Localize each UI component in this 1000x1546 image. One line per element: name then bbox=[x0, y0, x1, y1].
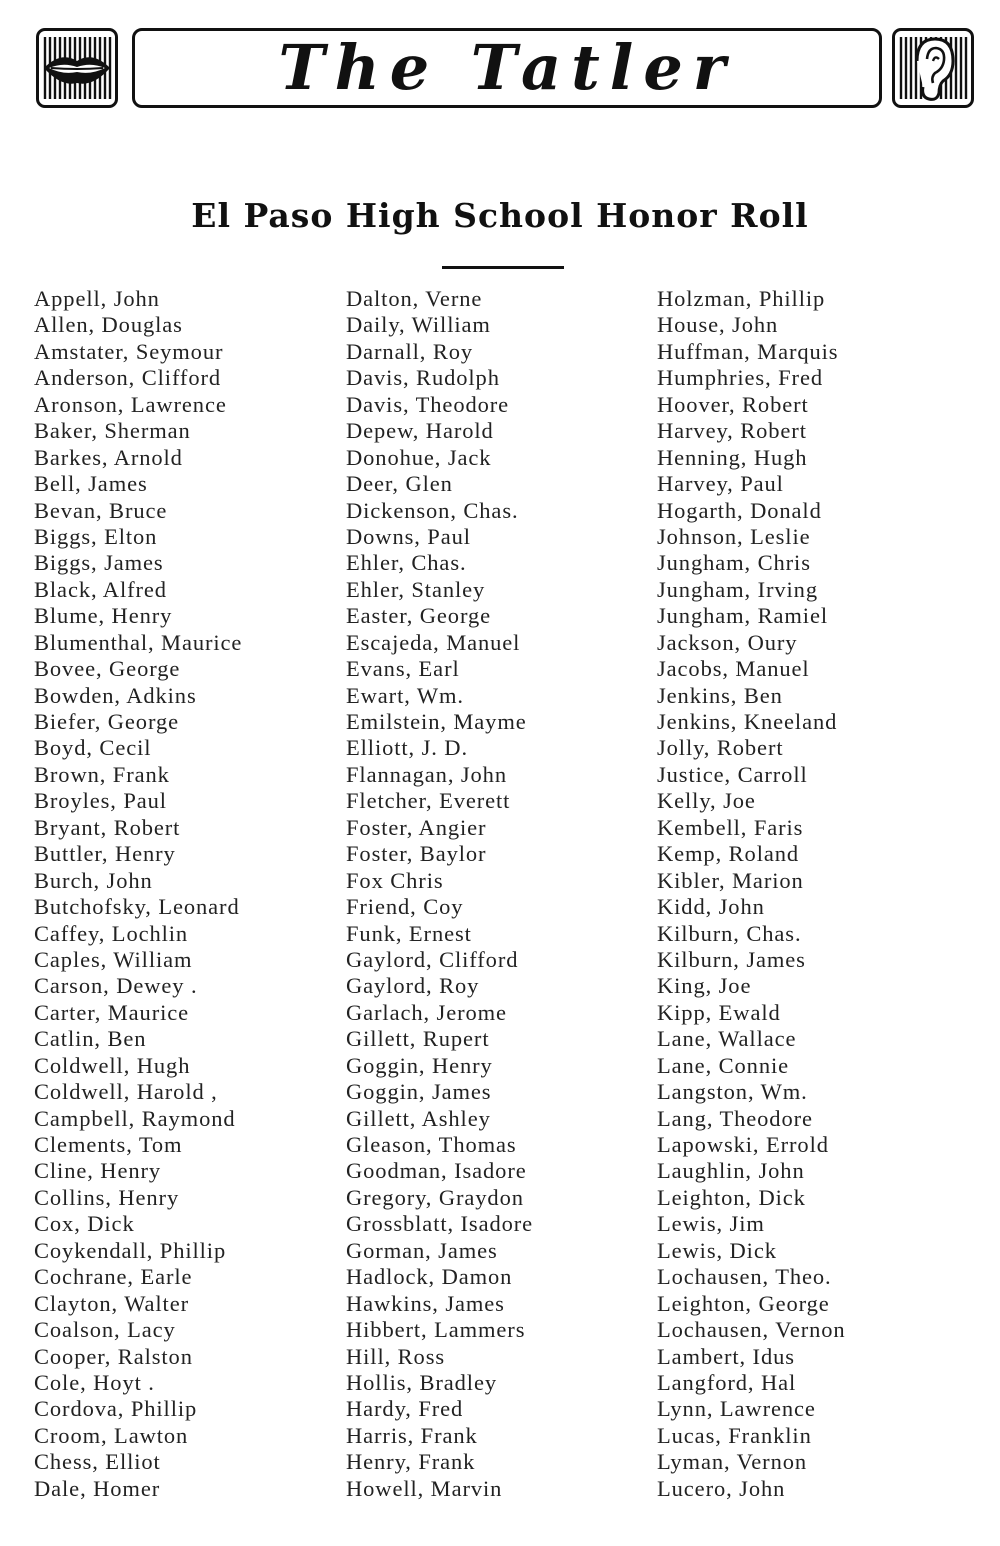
honor-roll-name: Deer, Glen bbox=[346, 471, 453, 497]
honor-roll-name: Dickenson, Chas. bbox=[346, 497, 519, 523]
honor-roll-name: Jungham, Chris bbox=[657, 550, 811, 576]
honor-roll-name: Lane, Wallace bbox=[657, 1026, 797, 1052]
honor-roll-name: Lucero, John bbox=[657, 1475, 786, 1501]
honor-roll-name: Lapowski, Errold bbox=[657, 1132, 829, 1157]
honor-roll-name: Barkes, Arnold bbox=[34, 444, 183, 470]
honor-roll-name: Harris, Frank bbox=[346, 1422, 478, 1448]
honor-roll-name: Laughlin, John bbox=[657, 1158, 805, 1184]
honor-roll-name: Caples, William bbox=[34, 946, 193, 972]
honor-roll-name: Langston, Wm. bbox=[657, 1079, 808, 1105]
honor-roll-name: Daily, William bbox=[346, 312, 491, 338]
honor-roll-name: Kibler, Marion bbox=[657, 867, 804, 893]
honor-roll-name: Lang, Theodore bbox=[657, 1105, 813, 1131]
magazine-title: The Tatler bbox=[278, 31, 736, 104]
lips-icon bbox=[39, 31, 115, 105]
honor-roll-name: Gorman, James bbox=[346, 1237, 498, 1263]
honor-roll-name: Garlach, Jerome bbox=[346, 999, 507, 1025]
honor-roll-name: Clements, Tom bbox=[34, 1132, 183, 1157]
honor-roll-name: Cooper, Ralston bbox=[34, 1343, 193, 1369]
honor-roll-name: King, Joe bbox=[657, 973, 752, 999]
honor-roll-name: Gaylord, Clifford bbox=[346, 946, 519, 972]
honor-roll-name: Emilstein, Mayme bbox=[346, 709, 527, 734]
honor-roll-name: Lewis, Dick bbox=[657, 1237, 777, 1263]
honor-roll-name: Escajeda, Manuel bbox=[346, 629, 521, 655]
honor-roll-name: Hadlock, Damon bbox=[346, 1264, 513, 1290]
honor-roll-name: Ewart, Wm. bbox=[346, 682, 464, 708]
honor-roll-name: Bevan, Bruce bbox=[34, 497, 168, 523]
honor-roll-name: Lochausen, Vernon bbox=[657, 1317, 846, 1343]
honor-roll-name: Coalson, Lacy bbox=[34, 1317, 176, 1343]
honor-roll-name: Lochausen, Theo. bbox=[657, 1264, 832, 1290]
honor-roll-name: Lambert, Idus bbox=[657, 1343, 795, 1369]
honor-roll-name: Biefer, George bbox=[34, 709, 179, 734]
honor-roll-name: Funk, Ernest bbox=[346, 920, 472, 946]
page-title: El Paso High School Honor Roll bbox=[191, 196, 809, 235]
honor-roll-name: Anderson, Clifford bbox=[34, 365, 222, 391]
honor-roll-name: Jenkins, Kneeland bbox=[657, 709, 838, 734]
honor-roll-name: Kilburn, Chas. bbox=[657, 920, 802, 946]
honor-roll-name: Jungham, Ramiel bbox=[657, 603, 828, 629]
honor-roll-name: Burch, John bbox=[34, 867, 153, 893]
honor-roll-name: Gleason, Thomas bbox=[346, 1132, 517, 1157]
honor-roll-name: Holzman, Phillip bbox=[657, 286, 826, 311]
honor-roll-name: Blumenthal, Maurice bbox=[34, 629, 243, 655]
honor-roll-name: Gregory, Graydon bbox=[346, 1184, 524, 1210]
honor-roll-name: Ehler, Stanley bbox=[346, 576, 486, 602]
honor-roll-name: Butchofsky, Leonard bbox=[34, 894, 240, 920]
honor-roll-name: Bowden, Adkins bbox=[34, 682, 197, 708]
honor-roll-name: Gaylord, Roy bbox=[346, 973, 480, 999]
honor-roll-name: Harvey, Paul bbox=[657, 471, 784, 497]
honor-roll-name: Lucas, Franklin bbox=[657, 1422, 812, 1448]
honor-roll-name: Johnson, Leslie bbox=[657, 523, 811, 549]
honor-roll-name: Evans, Earl bbox=[346, 656, 460, 682]
honor-roll-name: Hogarth, Donald bbox=[657, 497, 822, 523]
honor-roll-name: Bryant, Robert bbox=[34, 814, 181, 840]
honor-roll-name: Goggin, Henry bbox=[346, 1052, 493, 1078]
honor-roll-name: Appell, John bbox=[34, 286, 160, 311]
honor-roll-name: Hawkins, James bbox=[346, 1290, 505, 1316]
honor-roll-name: Jackson, Oury bbox=[657, 629, 798, 655]
honor-roll-name: Brown, Frank bbox=[34, 761, 170, 787]
ear-icon bbox=[895, 31, 971, 105]
honor-roll-name: Ehler, Chas. bbox=[346, 550, 467, 576]
honor-roll-name: Langford, Hal bbox=[657, 1369, 797, 1395]
honor-roll-name: Bovee, George bbox=[34, 656, 181, 682]
honor-roll-name: Fox Chris bbox=[346, 867, 444, 893]
honor-roll-name: Kilburn, James bbox=[657, 946, 806, 972]
honor-roll-name: Hardy, Fred bbox=[346, 1396, 464, 1422]
title-divider bbox=[442, 266, 564, 269]
honor-roll-name: Black, Alfred bbox=[34, 576, 167, 602]
honor-roll-name: Boyd, Cecil bbox=[34, 735, 152, 761]
honor-roll-name: Blume, Henry bbox=[34, 603, 173, 629]
title-banner bbox=[132, 28, 882, 108]
honor-roll-name: Howell, Marvin bbox=[346, 1475, 503, 1501]
honor-roll-name: Jolly, Robert bbox=[657, 735, 784, 761]
honor-roll-name: Davis, Theodore bbox=[346, 391, 510, 417]
honor-roll-name: Huffman, Marquis bbox=[657, 338, 839, 364]
honor-roll-name: Leighton, Dick bbox=[657, 1184, 806, 1210]
honor-roll-name: Buttler, Henry bbox=[34, 841, 176, 867]
honor-roll-name: Dale, Homer bbox=[34, 1475, 161, 1501]
honor-roll-name: Jacobs, Manuel bbox=[657, 656, 810, 682]
header-right-emblem bbox=[892, 28, 974, 108]
honor-roll-name: Catlin, Ben bbox=[34, 1026, 147, 1052]
honor-roll-name: Dalton, Verne bbox=[346, 286, 483, 311]
honor-roll-name: Justice, Carroll bbox=[657, 761, 808, 787]
honor-roll-name: Biggs, Elton bbox=[34, 523, 158, 549]
honor-roll-name: Foster, Angier bbox=[346, 814, 487, 840]
honor-roll-name: Carter, Maurice bbox=[34, 999, 190, 1025]
honor-roll-name: Lyman, Vernon bbox=[657, 1449, 808, 1475]
honor-roll-name: Goodman, Isadore bbox=[346, 1158, 527, 1184]
honor-roll-name: Jenkins, Ben bbox=[657, 682, 783, 708]
honor-roll-name: Kembell, Faris bbox=[657, 814, 804, 840]
honor-roll-name: House, John bbox=[657, 312, 779, 338]
honor-roll-name: Cline, Henry bbox=[34, 1158, 162, 1184]
honor-roll-name: Biggs, James bbox=[34, 550, 164, 576]
honor-roll-name: Jungham, Irving bbox=[657, 576, 818, 602]
honor-roll-name: Cole, Hoyt . bbox=[34, 1369, 155, 1395]
honor-roll-name: Broyles, Paul bbox=[34, 788, 167, 814]
honor-roll-name: Grossblatt, Isadore bbox=[346, 1211, 534, 1237]
honor-roll-name: Flannagan, John bbox=[346, 761, 507, 787]
honor-roll-name: Coldwell, Harold , bbox=[34, 1079, 218, 1105]
honor-roll-name: Cordova, Phillip bbox=[34, 1396, 198, 1422]
honor-roll-name: Chess, Elliot bbox=[34, 1449, 161, 1475]
honor-roll-name: Hollis, Bradley bbox=[346, 1369, 497, 1395]
honor-roll-name: Coldwell, Hugh bbox=[34, 1052, 191, 1078]
honor-roll-name: Hibbert, Lammers bbox=[346, 1317, 526, 1343]
honor-roll-name: Cochrane, Earle bbox=[34, 1264, 193, 1290]
honor-roll-name: Hill, Ross bbox=[346, 1343, 446, 1369]
honor-roll-name: Gillett, Rupert bbox=[346, 1026, 490, 1052]
honor-roll-name: Elliott, J. D. bbox=[346, 735, 468, 761]
honor-roll-name: Coykendall, Phillip bbox=[34, 1237, 227, 1263]
honor-roll-name: Bell, James bbox=[34, 471, 148, 497]
honor-roll-name: Carson, Dewey . bbox=[34, 973, 198, 999]
honor-roll-column-2 bbox=[346, 286, 646, 1502]
honor-roll-name: Harvey, Robert bbox=[657, 418, 807, 444]
honor-roll-name: Foster, Baylor bbox=[346, 841, 487, 867]
honor-roll-name: Humphries, Fred bbox=[657, 365, 823, 391]
honor-roll-name: Kelly, Joe bbox=[657, 788, 756, 814]
honor-roll-name: Depew, Harold bbox=[346, 418, 494, 444]
honor-roll-name: Amstater, Seymour bbox=[34, 338, 224, 364]
honor-roll-name: Goggin, James bbox=[346, 1079, 492, 1105]
honor-roll-column-3 bbox=[657, 286, 957, 1502]
honor-roll-name: Baker, Sherman bbox=[34, 418, 191, 444]
honor-roll-column-1 bbox=[34, 286, 334, 1502]
header-left-emblem bbox=[36, 28, 118, 108]
honor-roll-name: Aronson, Lawrence bbox=[34, 391, 227, 417]
honor-roll-name: Hoover, Robert bbox=[657, 391, 809, 417]
honor-roll-name: Clayton, Walter bbox=[34, 1290, 189, 1316]
honor-roll-name: Donohue, Jack bbox=[346, 444, 492, 470]
honor-roll-name: Kipp, Ewald bbox=[657, 999, 781, 1025]
honor-roll-name: Lynn, Lawrence bbox=[657, 1396, 816, 1422]
honor-roll-name: Caffey, Lochlin bbox=[34, 920, 189, 946]
honor-roll-name: Lane, Connie bbox=[657, 1052, 790, 1078]
honor-roll-name: Henry, Frank bbox=[346, 1449, 476, 1475]
honor-roll-name: Croom, Lawton bbox=[34, 1422, 189, 1448]
honor-roll-name: Collins, Henry bbox=[34, 1184, 180, 1210]
honor-roll-name: Friend, Coy bbox=[346, 894, 464, 920]
honor-roll-name: Henning, Hugh bbox=[657, 444, 808, 470]
honor-roll-name: Davis, Rudolph bbox=[346, 365, 500, 391]
honor-roll-name: Downs, Paul bbox=[346, 523, 471, 549]
honor-roll-name: Easter, George bbox=[346, 603, 491, 629]
honor-roll-name: Kemp, Roland bbox=[657, 841, 800, 867]
honor-roll-name: Cox, Dick bbox=[34, 1211, 135, 1237]
honor-roll-name: Kidd, John bbox=[657, 894, 765, 920]
honor-roll-name: Allen, Douglas bbox=[34, 312, 183, 338]
honor-roll-name: Darnall, Roy bbox=[346, 338, 474, 364]
honor-roll-name: Leighton, George bbox=[657, 1290, 830, 1316]
honor-roll-name: Lewis, Jim bbox=[657, 1211, 765, 1237]
honor-roll-name: Gillett, Ashley bbox=[346, 1105, 491, 1131]
honor-roll-name: Campbell, Raymond bbox=[34, 1105, 236, 1131]
honor-roll-name: Fletcher, Everett bbox=[346, 788, 511, 814]
